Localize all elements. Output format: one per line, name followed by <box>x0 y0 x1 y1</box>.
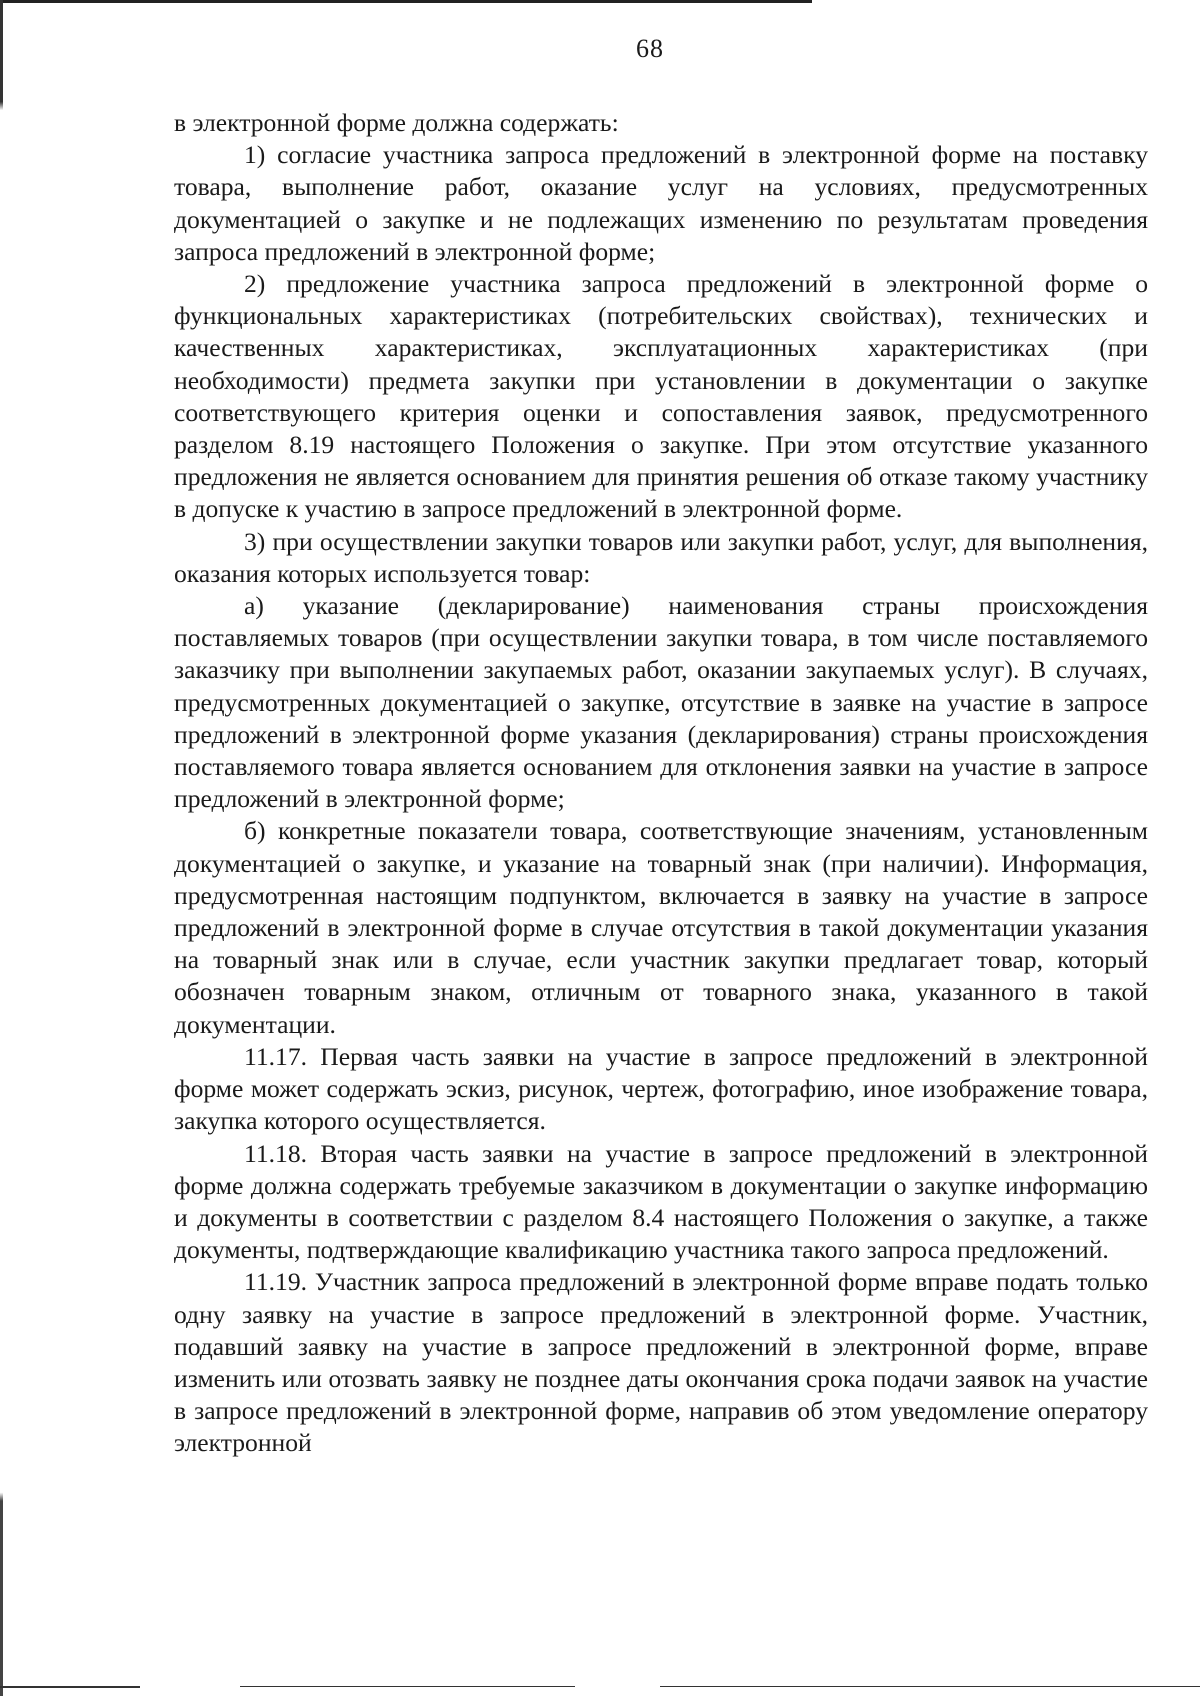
paragraph-item-3a: а) указание (декларирование) наименования страны происхождения поставляемых товаров (при осуществлении закупки товара, в том числе поставляемого заказчику при выполнении закупаемых работ, оказании закупаемых услуг). В случаях, предусмотренных документацией о закупке, отсутствие в заявке на участие в запросе предложений в электронной форме указания (декларирования) страны происхождения поставляемого товара является основанием для отклонения заявки на участие в запросе предложений в электронной форме; <box>174 591 1148 814</box>
paragraph-11-17: 11.17. Первая часть заявки на участие в запросе предложений в электронной форме может содержать эскиз, рисунок, чертеж, фотографию, иное изображение товара, закупка которого осуществляется. <box>174 1041 1148 1136</box>
document-body <box>174 107 1148 1460</box>
scan-border-left <box>0 0 3 1696</box>
scan-border-bottom-right <box>660 1686 1200 1687</box>
scan-border-top <box>0 0 812 3</box>
paragraph-11-19: 11.19. Участник запроса предложений в электронной форме вправе подать только одну заявку на участие в запросе предложений в электронной форме. Участник, подавший заявку на участие в запросе предложений в электронной форме, вправе изменить или отозвать заявку не позднее даты окончания срока подачи заявок на участие в запросе предложений в электронной форме, направив об этом уведомление оператору электронной <box>174 1267 1148 1458</box>
paragraph-item-2: 2) предложение участника запроса предложений в электронной форме о функциональных характеристиках (потребительских свойствах), технических и качественных характеристиках, эксплуатационных характеристиках (при необходимости) предмета закупки при установлении в документации о закупке соответствующего критерия оценки и сопоставления заявок, предусмотренного разделом 8.19 настоящего Положения о закупке. При этом отсутствие указанного предложения не является основанием для принятия решения об отказе такому участнику в допуске к участию в запросе предложений в электронной форме. <box>174 269 1148 524</box>
paragraph-item-3: 3) при осуществлении закупки товаров или закупки работ, услуг, для выполнения, оказания которых используется товар: <box>174 526 1148 588</box>
page-number: 68 <box>636 34 664 63</box>
paragraph-11-18: 11.18. Вторая часть заявки на участие в запросе предложений в электронной форме должна содержать требуемые заказчиком в документации о закупке информацию и документы в соответствии с разделом 8.4 настоящего Положения о закупке, а также документы, подтверждающие квалификацию участника такого запроса предложений. <box>174 1138 1148 1265</box>
paragraph-item-1: 1) согласие участника запроса предложений в электронной форме на поставку товара, выполнение работ, оказание услуг на условиях, предусмотренных документацией о закупке и не подлежащих изменению по результатам проведения запроса предложений в электронной форме; <box>174 140 1148 266</box>
scan-border-bottom-middle <box>240 1686 575 1687</box>
paragraph-item-3b: б) конкретные показатели товара, соответствующие значениям, установленным документацией о закупке, и указание на товарный знак (при наличии). Информация, предусмотренная настоящим подпунктом, включается в заявку на участие в запросе предложений в электронной форме в случае отсутствия в такой документации указания на товарный знак или в случае, если участник закупки предлагает товар, который обозначен товарным знаком, отличным от товарного знака, указанного в такой документации. <box>174 816 1148 1039</box>
scan-border-bottom-left <box>0 1686 140 1688</box>
paragraph-continuation: в электронной форме должна содержать: <box>174 108 619 137</box>
